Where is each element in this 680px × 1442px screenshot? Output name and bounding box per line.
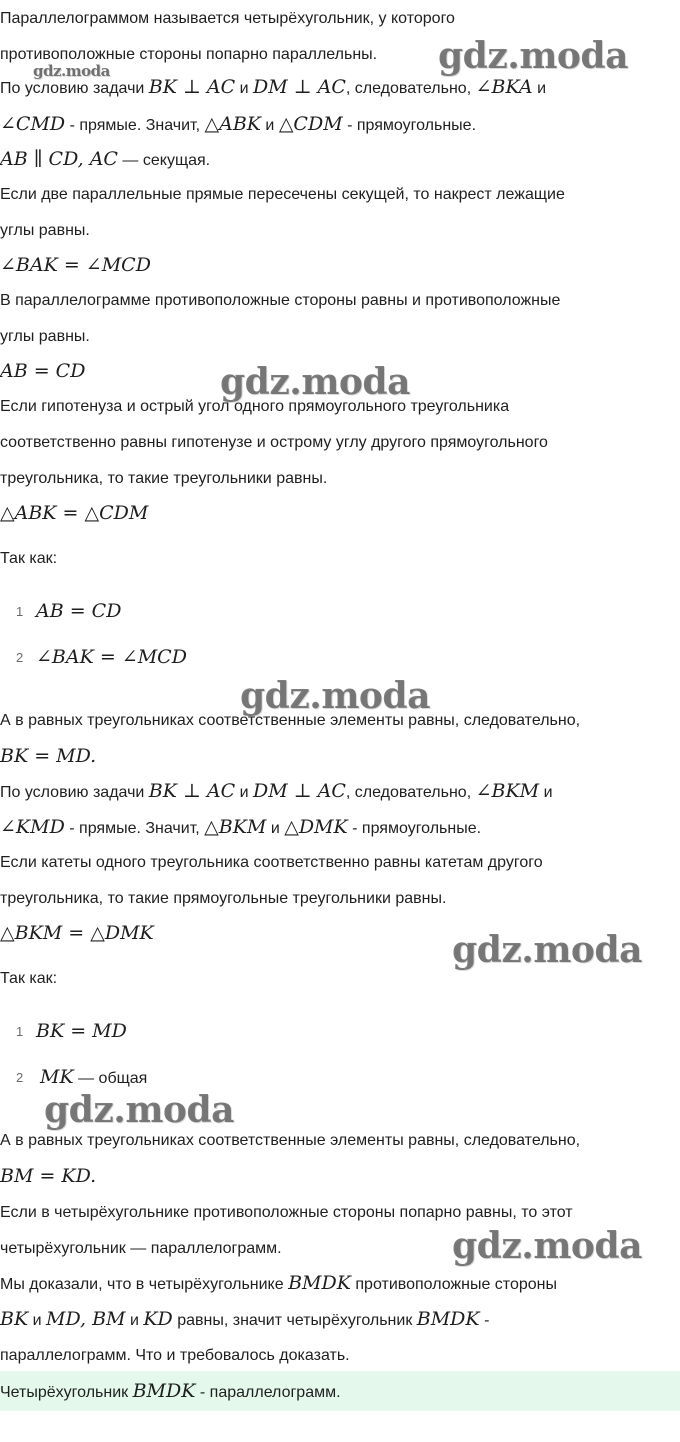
text-line: В параллелограмме противоположные стороны равны и противоположные [0, 292, 561, 309]
math-span: ∠BKA [475, 76, 533, 98]
text-span: - прямые. Значит, [64, 820, 205, 837]
condition-line-3 [0, 780, 680, 804]
text-line: противоположные стороны попарно параллельны. [0, 46, 378, 63]
text-span: и [266, 820, 285, 837]
text-span: Мы доказали, что в четырёхугольнике [0, 1276, 289, 1293]
math-span: AB ∥ CD, AC [0, 148, 118, 170]
math-span: ∠BKM [475, 780, 540, 802]
math-span: KD [143, 1308, 173, 1330]
math-line: BK = MD. [0, 745, 97, 767]
text-span: - прямые. Значит, [65, 117, 205, 134]
math-span: △CDM [278, 113, 343, 135]
math-span: BK [0, 1308, 29, 1330]
watermark-logo: gdz.moda [33, 62, 110, 80]
math-span: DM ⊥ AC [253, 780, 346, 802]
math-span: BK ⊥ AC [148, 780, 236, 802]
math-line: AB = CD [0, 360, 86, 382]
watermark-logo: gdz.moda [452, 1225, 642, 1267]
math-line: △ABK = △CDM [0, 502, 149, 524]
watermark-logo: gdz.moda [44, 1089, 234, 1131]
condition-line-2 [0, 113, 680, 137]
math-span: BMDK [288, 1272, 351, 1294]
answer-line [0, 1380, 680, 1404]
text-span: По условию задачи [0, 784, 149, 801]
text-line: Если в четырёхугольнике противоположные стороны попарно равны, то этот [0, 1204, 573, 1221]
watermark-logo: gdz.moda [452, 929, 642, 971]
text-line: треугольника, то такие треугольники равны. [0, 470, 328, 487]
text-span: и [28, 1312, 46, 1329]
math-span: BMDK [132, 1380, 196, 1402]
math-line: BM = KD. [0, 1165, 97, 1187]
math-span: BK ⊥ AC [148, 76, 236, 98]
text-line: Если две параллельные прямые пересечены секущей, то накрест лежащие [0, 186, 565, 203]
math-span: MK [40, 1066, 74, 1088]
text-span: - параллелограмм. [195, 1384, 341, 1401]
math-span: DM ⊥ AC [253, 76, 346, 98]
text-line: Если гипотенуза и острый угол одного прямоугольного треугольника [0, 398, 510, 415]
list-number: 2 [16, 650, 24, 665]
text-line: параллелограмм. Что и требовалось доказать. [0, 1347, 350, 1364]
watermark-logo: gdz.moda [240, 675, 430, 717]
text-span: По условию задачи [0, 80, 149, 97]
text-line: А в равных треугольниках соответственные элементы равны, следовательно, [0, 712, 581, 729]
list-item: BK = MD [36, 1020, 127, 1042]
text-span: противоположные стороны [350, 1276, 557, 1293]
text-span: равны, значит четырёхугольник [172, 1312, 417, 1329]
watermark-logo: gdz.moda [220, 361, 410, 403]
math-span: △BKM [204, 816, 267, 838]
text-span: и [532, 80, 547, 97]
list-item [40, 1066, 680, 1090]
conclusion-line-2 [0, 1308, 680, 1332]
watermark-logo: gdz.moda [438, 35, 628, 77]
text-line: соответственно равны гипотенузе и острому углу другого прямоугольного [0, 434, 548, 451]
math-line: ∠BAK = ∠MCD [0, 254, 151, 276]
text-line: Так как: [0, 550, 58, 567]
math-span: ∠CMD [0, 113, 66, 135]
text-span: и [235, 80, 253, 97]
text-line: Параллелограммом называется четырёхугольник, у которого [0, 10, 455, 27]
list-number: 1 [16, 1024, 24, 1039]
text-line: углы равны. [0, 328, 90, 345]
text-span: - прямоугольные. [342, 117, 477, 134]
text-span: и [539, 784, 553, 801]
conclusion-line-1 [0, 1272, 680, 1296]
text-line: А в равных треугольниках соответственные элементы равны, следовательно, [0, 1132, 581, 1149]
text-span: , следовательно, [345, 784, 476, 801]
text-span: — общая [73, 1070, 148, 1087]
text-line: углы равны. [0, 222, 90, 239]
math-span: △ABK [204, 113, 261, 135]
math-span: BMDK [416, 1308, 480, 1330]
math-line: △BKM = △DMK [0, 922, 154, 944]
text-span: - [479, 1312, 490, 1329]
list-item: AB = CD [36, 600, 122, 622]
text-line: четырёхугольник — параллелограмм. [0, 1240, 282, 1257]
math-span: ∠KMD [0, 816, 65, 838]
text-span: , следовательно, [345, 80, 476, 97]
list-number: 2 [16, 1070, 24, 1085]
text-span: и [125, 1312, 144, 1329]
text-line: Так как: [0, 970, 58, 987]
text-span: Четырёхугольник [0, 1384, 133, 1401]
condition-line-4 [0, 816, 680, 840]
math-span: MD, BM [46, 1308, 126, 1330]
list-item: ∠BAK = ∠MCD [36, 646, 187, 668]
math-span: △DMK [284, 816, 348, 838]
text-line: треугольника, то такие прямоугольные треугольники равны. [0, 890, 447, 907]
text-line: Если катеты одного треугольника соответственно равны катетам другого [0, 854, 543, 871]
text-span: — секущая. [117, 152, 211, 169]
secant-line [0, 148, 680, 172]
text-span: и [235, 784, 253, 801]
text-span: и [260, 117, 279, 134]
list-number: 1 [16, 604, 24, 619]
text-span: - прямоугольные. [347, 820, 482, 837]
